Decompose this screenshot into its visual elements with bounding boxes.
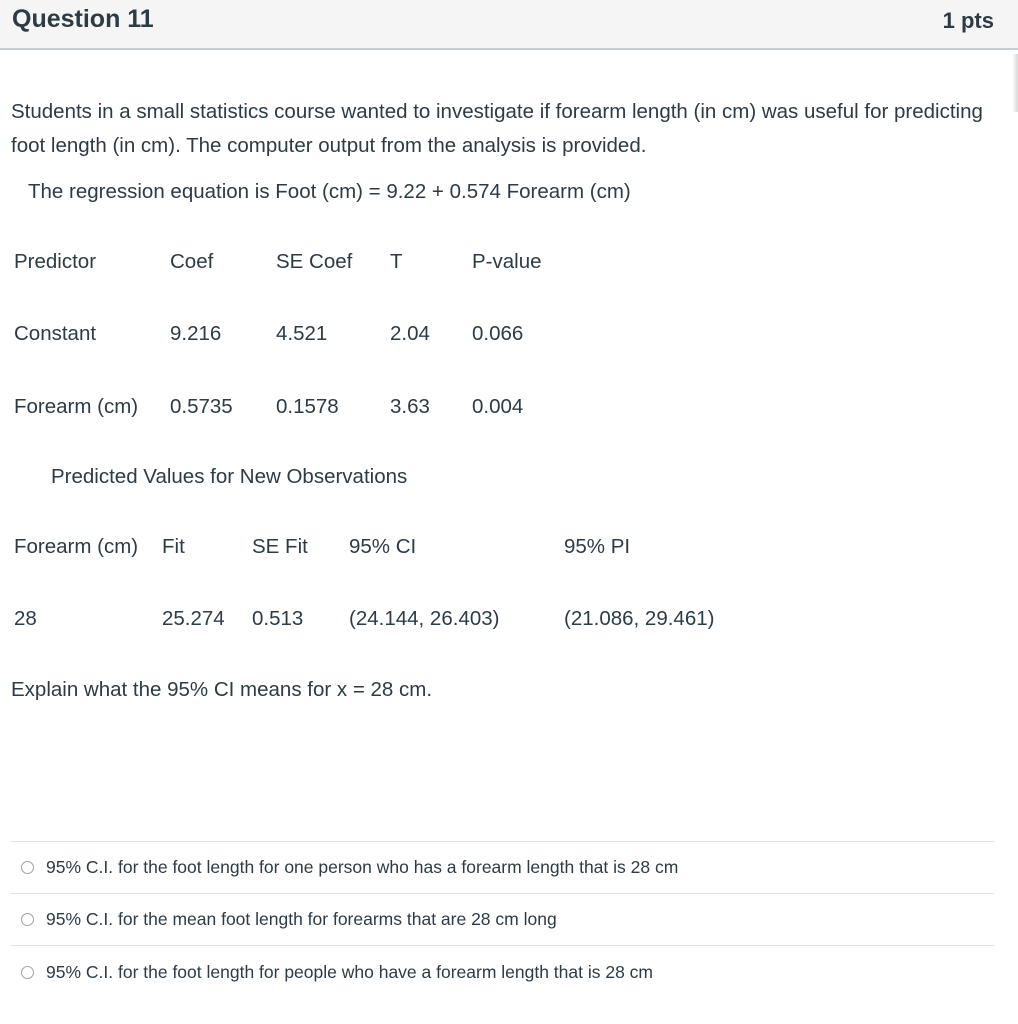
coef-header-coef: Coef [170, 250, 214, 273]
answer-option-2[interactable] [11, 893, 994, 945]
pred-cell: 28 [14, 607, 37, 630]
page-edge-shadow [1012, 54, 1018, 112]
coef-header-predictor: Predictor [14, 250, 97, 273]
question-header [0, 0, 1018, 50]
answer-option-1[interactable] [11, 841, 994, 893]
coef-header-p-value: P-value [472, 250, 542, 273]
coef-cell: 0.004 [472, 395, 524, 418]
pred-header-forearm: Forearm (cm) [14, 535, 139, 558]
radio-button[interactable] [21, 861, 34, 874]
answer-label: 95% C.I. for the mean foot length for forearms that are 28 cm long [46, 909, 557, 929]
coef-cell: 9.216 [170, 322, 222, 345]
question-title: Question 11 [12, 5, 154, 33]
radio-button[interactable] [21, 966, 34, 979]
answer-label: 95% C.I. for the foot length for people who have a forearm length that is 28 cm [46, 961, 654, 982]
question-prompt: Explain what the 95% CI means for x = 28 cm. [11, 678, 433, 701]
pred-header-se-fit: SE Fit [252, 535, 308, 558]
question-points: 1 pts [942, 8, 994, 33]
answer-list [11, 841, 994, 998]
pred-header-pi: 95% PI [564, 535, 631, 558]
coef-cell: 4.521 [276, 322, 328, 345]
coef-header-t: T [390, 250, 403, 273]
coef-cell: 0.066 [472, 322, 524, 345]
regression-equation: The regression equation is Foot (cm) = 9.22 + 0.574 Forearm (cm) [28, 180, 631, 203]
answer-option-3[interactable] [11, 945, 994, 998]
coef-cell: 0.5735 [170, 395, 233, 418]
pred-header-fit: Fit [162, 535, 185, 558]
coef-cell: 0.1578 [276, 395, 339, 418]
pred-header-ci: 95% CI [349, 535, 417, 558]
pred-cell: 25.274 [162, 607, 225, 630]
question-intro: Students in a small statistics course wanted to investigate if forearm length (in cm) was useful for predicting foot length (in cm). The computer output from the analysis is provided. [11, 100, 983, 157]
coef-cell: 3.63 [390, 395, 430, 418]
observations-heading: Predicted Values for New Observations [51, 465, 408, 488]
coef-cell: Forearm (cm) [14, 395, 139, 418]
radio-button[interactable] [21, 913, 34, 926]
pred-cell: 0.513 [252, 607, 304, 630]
pred-cell: (21.086, 29.461) [564, 607, 715, 630]
coef-cell: 2.04 [390, 322, 430, 345]
pred-cell: (24.144, 26.403) [349, 607, 500, 630]
coef-cell: Constant [14, 322, 97, 345]
coef-header-se-coef: SE Coef [276, 250, 353, 273]
answer-label: 95% C.I. for the foot length for one person who has a forearm length that is 28 cm [46, 857, 679, 877]
